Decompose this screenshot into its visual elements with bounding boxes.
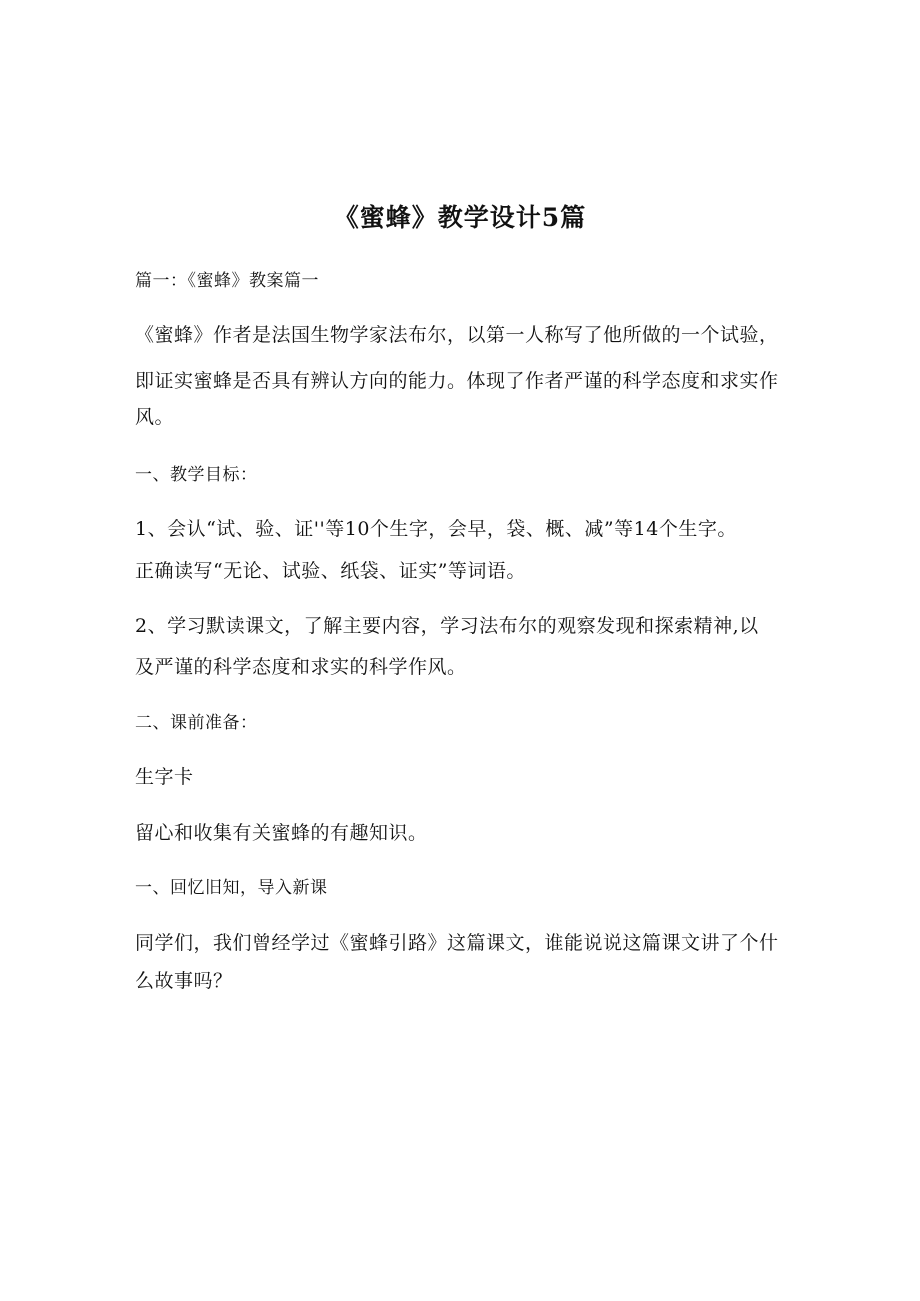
review-paragraph-line-2: 么故事吗？ (135, 970, 233, 992)
document-title: 《蜜蜂》教学设计5篇 (333, 203, 587, 232)
paragraph-intro-line-3: 风。 (135, 406, 175, 428)
goal-one-line-1: 1、会认“试、验、证''等10个生字，会早，袋、概、减”等14个生字。 (135, 518, 737, 540)
section-heading-chapter-one: 篇一：《蜜蜂》教案篇一 (135, 271, 319, 291)
preparation-item-cards: 生字卡 (135, 766, 194, 788)
review-paragraph-line-1: 同学们，我们曾经学过《蜜蜂引路》这篇课文，谁能说说这篇课文讲了个什 (135, 932, 779, 954)
goal-two-line-2: 及严谨的科学态度和求实的科学作风。 (135, 656, 467, 678)
goal-one-line-2: 正确读写“无论、试验、纸袋、证实”等词语。 (135, 560, 526, 582)
paragraph-intro-line-2: 即证实蜜蜂是否具有辨认方向的能力。体现了作者严谨的科学态度和求实作 (135, 370, 779, 392)
section-heading-teaching-goals: 一、教学目标： (135, 465, 258, 485)
section-heading-review: 一、回忆旧知，导入新课 (135, 878, 328, 898)
paragraph-intro-line-1: 《蜜蜂》作者是法国生物学家法布尔，以第一人称写了他所做的一个试验， (135, 324, 779, 346)
goal-two-line-1: 2、学习默读课文，了解主要内容，学习法布尔的观察发现和探索精神,以 (135, 615, 759, 637)
preparation-item-knowledge: 留心和收集有关蜜蜂的有趣知识。 (135, 822, 428, 844)
section-heading-preparation: 二、课前准备： (135, 713, 258, 733)
